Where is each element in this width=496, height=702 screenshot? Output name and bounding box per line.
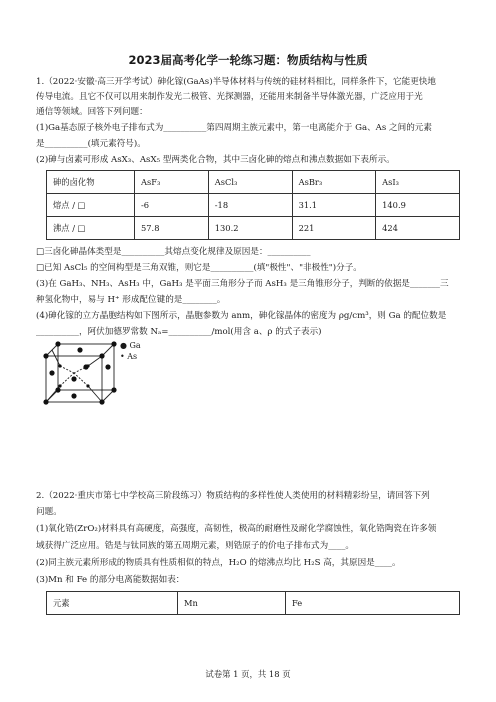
q1-sub4-line-2: __________，阿伏加德罗常数 Nₐ=__________/mol(用含 a、ρ 的式子表示) [36, 327, 322, 337]
table-cell: 57.8 [135, 217, 209, 240]
q2-stem-line-1: 2.（2022·重庆市第七中学校高三阶段练习）物质结构的多样性使人类使用的材料精彩纷呈，请回答下列 [36, 491, 430, 501]
q1-sub4-line-1: (4)砷化镓的立方晶胞结构如下图所示，晶胞参数为 anm，砷化镓晶体的密度为 ρg/cm³，则 Ga 的配位数是 [36, 311, 447, 321]
table-row [47, 217, 460, 240]
as-atom-icon: • [120, 352, 125, 361]
legend-label: Ga [129, 341, 141, 350]
table-cell: -6 [135, 194, 209, 217]
q2-sub2: (2)同主族元素所形成的物质具有性质相似的特点，H₂O 的熔沸点均比 H₂S 高，其原因是____。 [36, 558, 401, 568]
table-row [47, 194, 460, 217]
gaas-unit-cell-diagram [40, 340, 120, 408]
table-cell: 熔点 / □ [47, 194, 135, 217]
q1-sub1-line-1: (1)Ga基态原子核外电子排布式为__________第四周期主族元素中，第一电离能介于 Ga、As 之间的元素 [36, 123, 432, 133]
table-header-cell: AsBr₃ [292, 171, 376, 194]
ionization-energy-table [46, 591, 460, 615]
table-header-cell: AsF₃ [135, 171, 209, 194]
cell-legend [120, 340, 141, 362]
q1-sub2-b: □已知 AsCl₅ 的空间构型是三角双锥，则它是__________(填"极性"、"非极性")分子。 [36, 263, 362, 273]
page-footer: 试卷第 1 页，共 18 页 [205, 669, 291, 679]
table-cell: 140.9 [376, 194, 460, 217]
legend-item-as [120, 351, 141, 362]
q2-sub3: (3)Mn 和 Fe 的部分电离能数据如表： [36, 575, 185, 585]
arsenic-halide-table [46, 170, 460, 240]
table-cell: 424 [376, 217, 460, 240]
ga-atom-icon: ● [120, 341, 127, 350]
q1-sub1-line-2: 是__________(填元素符号)。 [36, 139, 146, 149]
table-cell: 沸点 / □ [47, 217, 135, 240]
q1-stem-line-1: 1.（2022·安徽·高三开学考试）砷化镓(GaAs)半导体材料与传统的硅材料相比，同样条件下，它能更快地 [36, 77, 437, 87]
legend-item-ga [120, 340, 141, 351]
q1-sub3-line-2: 种氢化物中，易与 H⁺ 形成配位键的是________。 [36, 295, 226, 305]
q2-sub1-line-2: 域获得广泛应用。锆是与钛同族的第五周期元素，则锆原子的价电子排布式为____。 [36, 541, 354, 551]
q1-stem-line-3: 通信等领域。回答下列问题： [36, 107, 148, 117]
page-title: 2023届高考化学一轮练习题：物质结构与性质 [128, 53, 368, 67]
table-header-cell: Fe [286, 592, 460, 615]
legend-label: As [127, 352, 138, 361]
q1-sub3-line-1: (3)在 GaH₃、NH₃、AsH₃ 中，GaH₃ 是平面三角形分子而 AsH₃ 是三角锥形分子，判断的依据是_______三 [36, 279, 449, 289]
table-cell: 31.1 [292, 194, 376, 217]
table-cell: -18 [208, 194, 292, 217]
q2-stem-line-2: 问题。 [36, 507, 62, 517]
table-header-cell: AsI₃ [376, 171, 460, 194]
table-cell: 130.2 [208, 217, 292, 240]
table-header-cell: 砷的卤化物 [47, 171, 135, 194]
q2-sub1-line-1: (1)氧化锆(ZrO₂)材料具有高硬度，高强度，高韧性，极高的耐磨性及耐化学腐蚀性，氧化锆陶瓷在许多领 [36, 524, 437, 534]
table-header-cell: 元素 [47, 592, 178, 615]
table-cell: 221 [292, 217, 376, 240]
q1-stem-line-2: 传导电流。且它不仅可以用来制作发光二极管、光探测器，还能用来制备半导体激光器，广泛应用于光 [36, 92, 423, 102]
q1-sub2: (2)砷与卤素可形成 AsX₃、AsX₅ 型两类化合物，其中三卤化砷的熔点和沸点数据如下表所示。 [36, 155, 395, 165]
table-header-row [47, 592, 460, 615]
table-header-row [47, 171, 460, 194]
q1-sub2-a: □三卤化砷晶体类型是__________其熔点变化规律及原因是：__________ [36, 247, 311, 257]
table-header-cell: Mn [178, 592, 286, 615]
table-header-cell: AsCl₃ [208, 171, 292, 194]
